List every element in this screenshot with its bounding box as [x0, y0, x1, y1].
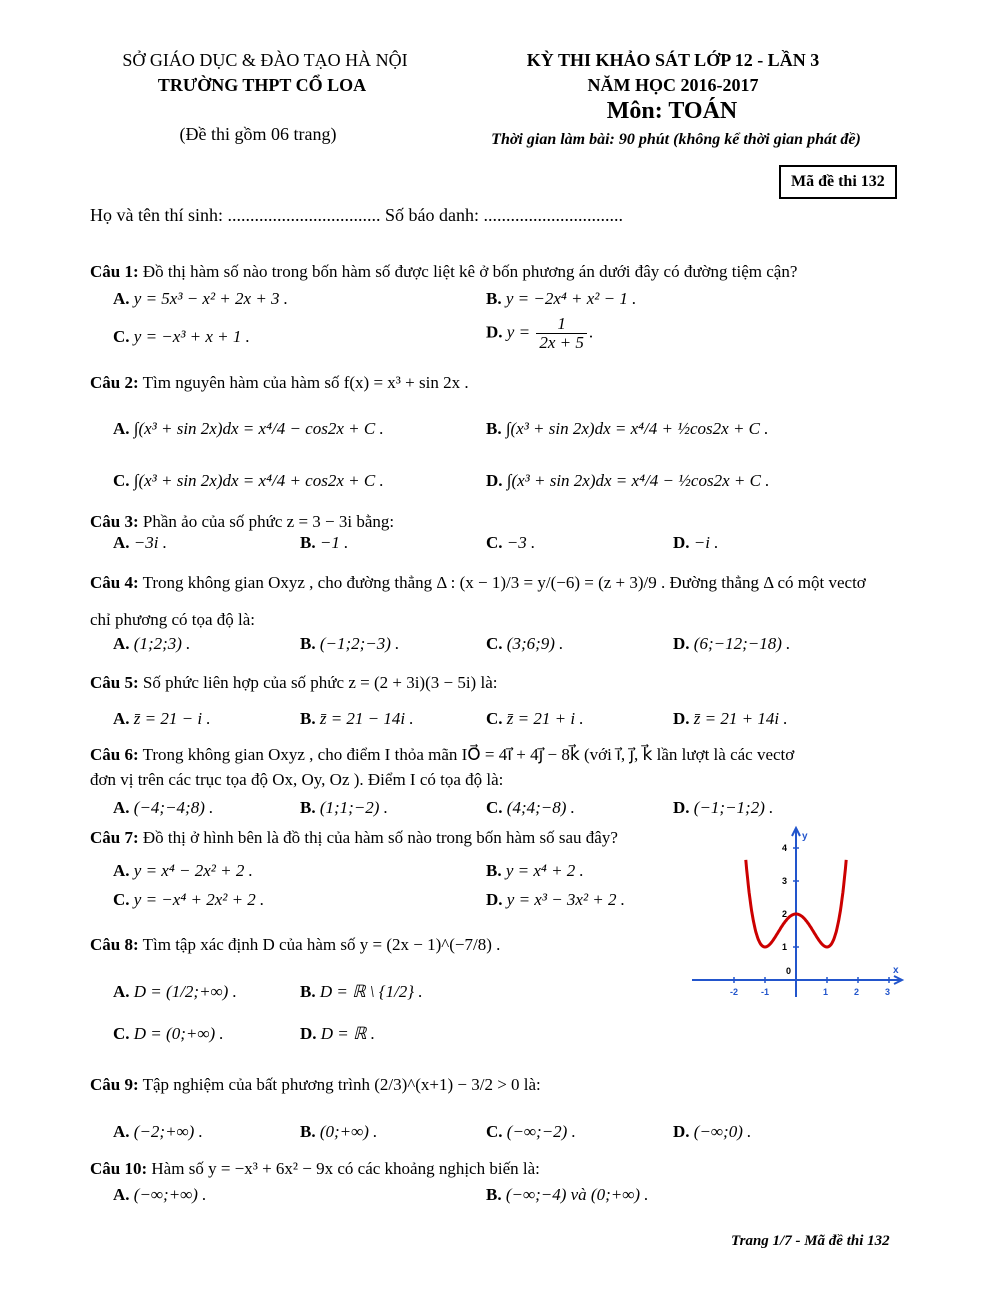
q5-option-b[interactable]: B. z̄ = 21 − 14i . — [300, 709, 414, 728]
question-8 — [90, 935, 500, 955]
q4-option-d[interactable]: D. (6;−12;−18) . — [673, 634, 791, 653]
q8-option-b[interactable]: B. D = ℝ \ {1/2} . — [300, 982, 423, 1001]
question-text: Phần ảo của số phức z = 3 − 3i bằng: — [142, 512, 395, 531]
q9-option-b[interactable]: B. (0;+∞) . — [300, 1122, 378, 1141]
q8-option-d[interactable]: D. D = ℝ . — [300, 1024, 375, 1043]
q3-option-a[interactable]: A. −3i . — [113, 533, 167, 552]
school-department: SỞ GIÁO DỤC & ĐÀO TẠO HÀ NỘI — [122, 50, 408, 70]
q5-option-d[interactable]: D. z̄ = 21 + 14i . — [673, 709, 788, 728]
q8-option-c[interactable]: C. D = (0;+∞) . — [113, 1024, 224, 1043]
question-5 — [90, 673, 497, 693]
x-tick-label: -1 — [761, 987, 770, 997]
question-text: Tìm nguyên hàm của hàm số f(x) = x³ + sin 2x . — [142, 373, 469, 392]
question-label: Câu 5: — [90, 673, 139, 692]
x-tick-label: 1 — [823, 987, 829, 997]
q9-option-d[interactable]: D. (−∞;0) . — [673, 1122, 752, 1141]
school-year: NĂM HỌC 2016-2017 — [587, 75, 759, 95]
q7-option-c[interactable]: C. y = −x⁴ + 2x² + 2 . — [113, 890, 265, 909]
page-footer: Trang 1/7 - Mã đề thi 132 — [731, 1233, 890, 1249]
question-label: Câu 4: — [90, 573, 139, 592]
q3-option-c[interactable]: C. −3 . — [486, 533, 536, 552]
question-3 — [90, 512, 394, 532]
question-6-continued: đơn vị trên các trục tọa độ Ox, Oy, Oz ). Điểm I có tọa độ là: — [90, 770, 504, 789]
q5-option-a[interactable]: A. z̄ = 21 − i . — [113, 709, 211, 728]
question-label: Câu 8: — [90, 935, 139, 954]
student-info-line: Họ và tên thí sinh: .................................. Số báo danh: ............................... — [90, 205, 623, 225]
y-axis-label: y — [802, 831, 808, 842]
q2-option-d[interactable]: D. ∫(x³ + sin 2x)dx = x⁴/4 − ½cos2x + C . — [486, 471, 770, 490]
question-7 — [90, 828, 618, 848]
x-tick-label: 0 — [786, 966, 792, 976]
question-4-continued: chỉ phương có tọa độ là: — [90, 610, 256, 629]
q9-option-c[interactable]: C. (−∞;−2) . — [486, 1122, 576, 1141]
exam-code-box: Mã đề thi 132 — [779, 165, 897, 199]
question-6 — [90, 745, 794, 765]
exam-title: KỲ THI KHẢO SÁT LỚP 12 - LẦN 3 — [526, 50, 820, 70]
question-label: Câu 10: — [90, 1159, 148, 1178]
y-tick-label: 2 — [782, 909, 788, 919]
q4-option-c[interactable]: C. (3;6;9) . — [486, 634, 564, 653]
question-text: Trong không gian Oxyz , cho đường thẳng Δ : (x − 1)/3 = y/(−6) = (z + 3)/9 . Đường thẳng Δ có một vectơ — [142, 573, 866, 592]
school-name: TRƯỜNG THPT CỔ LOA — [157, 75, 367, 95]
q1-option-d[interactable]: D. y = $\frac{1}{2x + 5}$ . — [486, 314, 594, 352]
q6-option-a[interactable]: A. (−4;−4;8) . — [113, 798, 214, 817]
q8-option-a[interactable]: A. D = (1/2;+∞) . — [113, 982, 237, 1001]
question-text: Hàm số y = −x³ + 6x² − 9x có các khoảng nghịch biến là: — [151, 1159, 540, 1178]
page-count-note: (Đề thi gồm 06 trang) — [179, 124, 337, 144]
question-text: Số phức liên hợp của số phức z = (2 + 3i)(3 − 5i) là: — [142, 673, 498, 692]
x-tick-label: 3 — [885, 987, 891, 997]
q2-option-b[interactable]: B. ∫(x³ + sin 2x)dx = x⁴/4 + ½cos2x + C . — [486, 419, 769, 438]
q3-option-b[interactable]: B. −1 . — [300, 533, 349, 552]
question-text: Tìm tập xác định D của hàm số y = (2x − 1)^(−7/8) . — [142, 935, 501, 954]
q7-option-a[interactable]: A. y = x⁴ − 2x² + 2 . — [113, 861, 253, 880]
question-10 — [90, 1159, 540, 1179]
question-9 — [90, 1075, 541, 1095]
question-label: Câu 3: — [90, 512, 139, 531]
q4-option-b[interactable]: B. (−1;2;−3) . — [300, 634, 400, 653]
y-tick-label: 3 — [782, 876, 788, 886]
q7-option-b[interactable]: B. y = x⁴ + 2 . — [486, 861, 584, 880]
question-text: Đồ thị ở hình bên là đồ thị của hàm số nào trong bốn hàm số sau đây? — [142, 828, 618, 847]
x-tick-label: 2 — [854, 987, 860, 997]
q6-option-b[interactable]: B. (1;1;−2) . — [300, 798, 388, 817]
q2-option-a[interactable]: A. ∫(x³ + sin 2x)dx = x⁴/4 − cos2x + C . — [113, 419, 384, 438]
function-graph — [690, 825, 905, 1000]
subject: Môn: TOÁN — [606, 98, 738, 124]
q2-option-c[interactable]: C. ∫(x³ + sin 2x)dx = x⁴/4 + cos2x + C . — [113, 471, 384, 490]
x-tick-label: -2 — [730, 987, 739, 997]
question-label: Câu 2: — [90, 373, 139, 392]
q1-option-a[interactable]: A. y = 5x³ − x² + 2x + 3 . — [113, 289, 289, 308]
question-label: Câu 7: — [90, 828, 139, 847]
time-allowed: Thời gian làm bài: 90 phút (không kể thời gian phát đề) — [491, 131, 861, 148]
question-label: Câu 6: — [90, 745, 139, 764]
y-tick-label: 4 — [782, 843, 788, 853]
q7-option-d[interactable]: D. y = x³ − 3x² + 2 . — [486, 890, 626, 909]
y-tick-label: 1 — [782, 942, 788, 952]
q1-option-c[interactable]: C. y = −x³ + x + 1 . — [113, 327, 250, 346]
q10-option-b[interactable]: B. (−∞;−4) và (0;+∞) . — [486, 1185, 649, 1204]
q5-option-c[interactable]: C. z̄ = 21 + i . — [486, 709, 584, 728]
question-2 — [90, 373, 469, 393]
q10-option-a[interactable]: A. (−∞;+∞) . — [113, 1185, 207, 1204]
question-1 — [90, 262, 797, 282]
question-text: Tập nghiệm của bất phương trình (2/3)^(x+1) − 3/2 > 0 là: — [142, 1075, 541, 1094]
q6-option-d[interactable]: D. (−1;−1;2) . — [673, 798, 774, 817]
question-label: Câu 9: — [90, 1075, 139, 1094]
q4-option-a[interactable]: A. (1;2;3) . — [113, 634, 191, 653]
question-label: Câu 1: — [90, 262, 139, 281]
question-text: Đồ thị hàm số nào trong bốn hàm số được liệt kê ở bốn phương án dưới đây có đường tiệm cận? — [142, 262, 798, 281]
q6-option-c[interactable]: C. (4;4;−8) . — [486, 798, 575, 817]
question-text: Trong không gian Oxyz , cho điểm I thỏa mãn IO⃗ = 4i⃗ + 4j⃗ − 8k⃗ (với i⃗, j⃗, k⃗ lần lượt là các vectơ — [142, 745, 795, 764]
question-4 — [90, 573, 866, 593]
q3-option-d[interactable]: D. −i . — [673, 533, 719, 552]
q9-option-a[interactable]: A. (−2;+∞) . — [113, 1122, 203, 1141]
q1-option-b[interactable]: B. y = −2x⁴ + x² − 1 . — [486, 289, 637, 308]
x-axis-label: x — [893, 965, 899, 976]
